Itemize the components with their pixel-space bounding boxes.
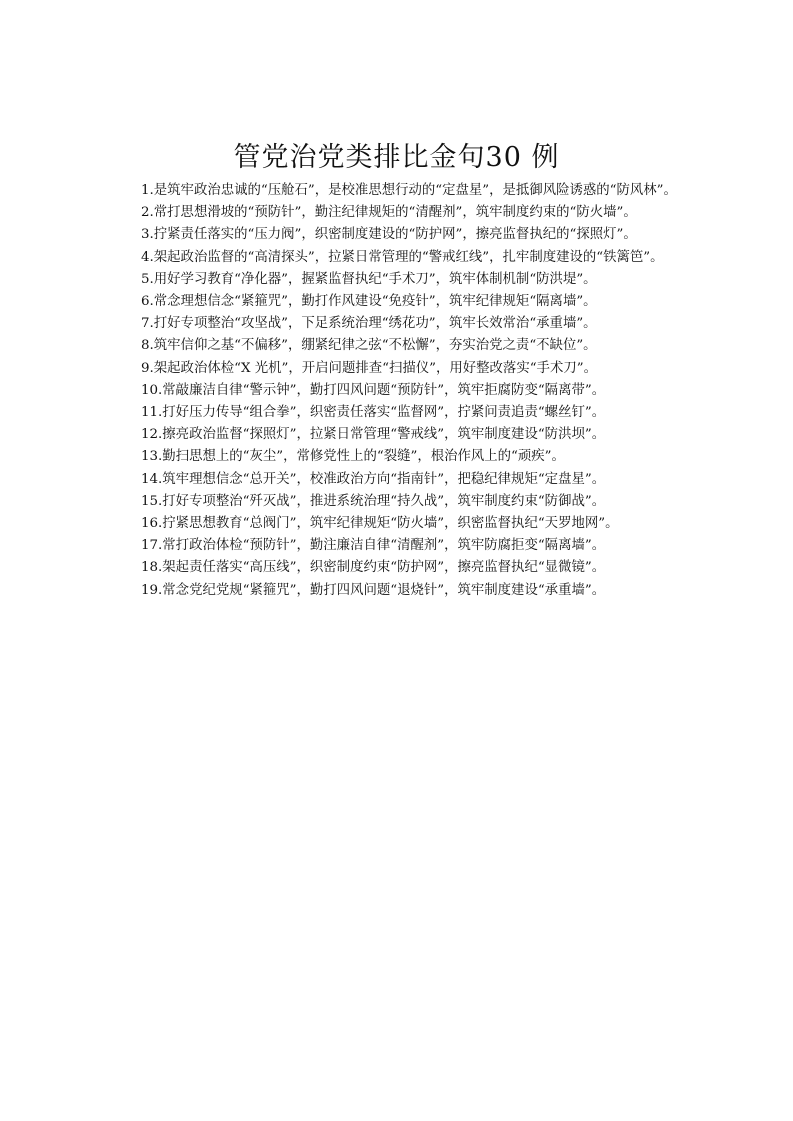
list-item: 1.是筑牢政治忠诚的“压舱石”，是校准思想行动的“定盘星”，是抵御风险诱惑的“防风林”。 bbox=[141, 183, 677, 198]
list-item: 9.架起政治体检“X 光机”，开启问题排查“扫描仪”，用好整改落实“手术刀”。 bbox=[141, 360, 597, 376]
list-item: 19.常念党纪党规“紧箍咒”，勤打四风问题“退烧针”，筑牢制度建设“承重墙”。 bbox=[141, 582, 606, 598]
list-item: 13.勤扫思想上的“灰尘”，常修党性上的“裂缝”，根治作风上的“顽疾”。 bbox=[141, 449, 565, 465]
document-body bbox=[113, 180, 695, 602]
list-item: 14.筑牢理想信念“总开关”，校准政治方向“指南针”，把稳纪律规矩“定盘星”。 bbox=[141, 471, 606, 487]
list-item: 11.打好压力传导“组合拳”，织密责任落实“监督网”，拧紧问责追责“螺丝钉”。 bbox=[141, 405, 606, 421]
list-item: 4.架起政治监督的“高清探头”，拉紧日常管理的“警戒红线”，扎牢制度建设的“铁篱笆”。 bbox=[141, 249, 664, 265]
list-item: 6.常念理想信念“紧箍咒”，勤打作风建设“免疫针”，筑牢纪律规矩“隔离墙”。 bbox=[141, 294, 597, 310]
list-item: 8.筑牢信仰之基“不偏移”，绷紧纪律之弦“不松懈”，夯实治党之责“不缺位”。 bbox=[141, 338, 597, 354]
list-item: 17.常打政治体检“预防针”，勤注廉洁自律“清醒剂”，筑牢防腐拒变“隔离墙”。 bbox=[141, 538, 606, 554]
list-item: 7.打好专项整治“攻坚战”，下足系统治理“绣花功”，筑牢长效常治“承重墙”。 bbox=[141, 316, 597, 332]
list-item: 16.拧紧思想教育“总阀门”，筑牢纪律规矩“防火墙”，织密监督执纪“天罗地网”。 bbox=[141, 516, 619, 532]
list-item: 2.常打思想滑坡的“预防针”，勤注纪律规矩的“清醒剂”，筑牢制度约束的“防火墙”。 bbox=[141, 205, 637, 221]
list-item: 3.拧紧责任落实的“压力阀”，织密制度建设的“防护网”，擦亮监督执纪的“探照灯”。 bbox=[141, 227, 637, 243]
list-item: 10.常敲廉洁自律“警示钟”，勤打四风问题“预防针”，筑牢拒腐防变“隔离带”。 bbox=[141, 382, 606, 398]
list-item: 5.用好学习教育“净化器”，握紧监督执纪“手术刀”，筑牢体制机制“防洪堤”。 bbox=[141, 271, 597, 287]
list-item: 18.架起责任落实“高压线”，织密制度约束“防护网”，擦亮监督执纪“显微镜”。 bbox=[141, 560, 606, 576]
list-item: 12.擦亮政治监督“探照灯”，拉紧日常管理“警戒线”，筑牢制度建设“防洪坝”。 bbox=[141, 427, 606, 443]
list-item: 15.打好专项整治“歼灭战”，推进系统治理“持久战”，筑牢制度约束“防御战”。 bbox=[141, 493, 606, 509]
document-title: 管党治党类排比金句30 例 bbox=[233, 142, 560, 173]
